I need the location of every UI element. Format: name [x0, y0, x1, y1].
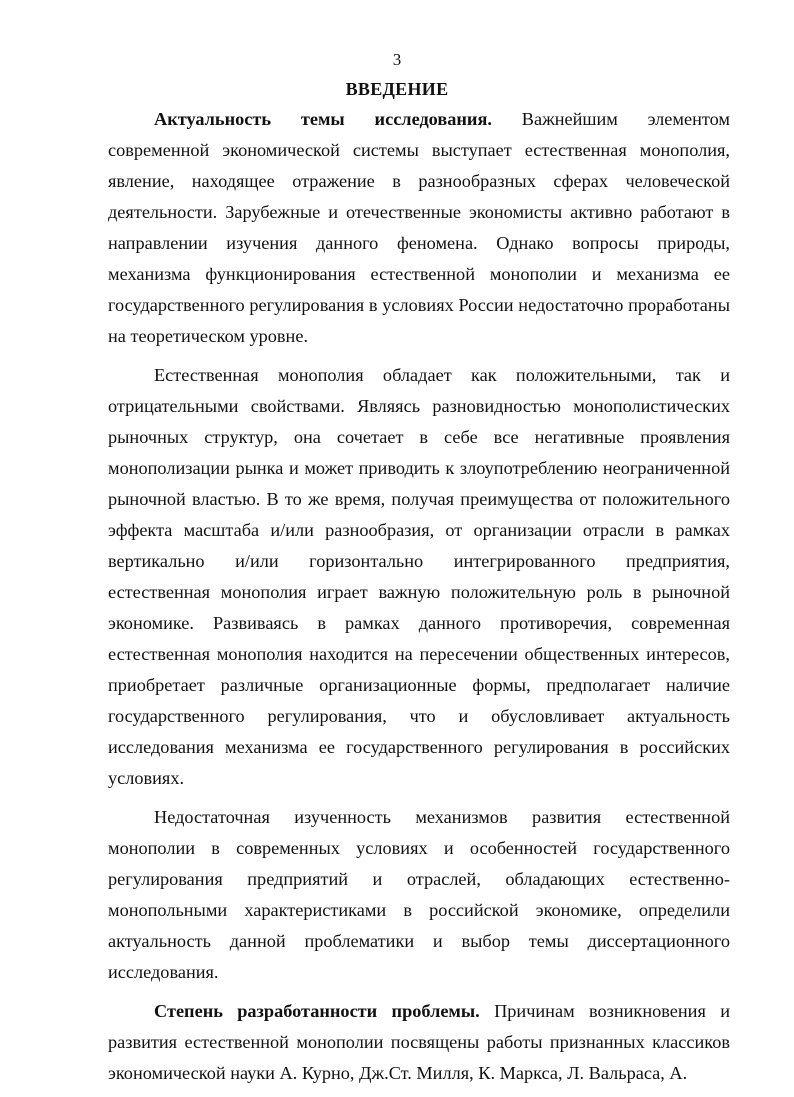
- paragraph-lead: Степень разработанности проблемы.: [154, 1001, 480, 1021]
- paragraph-insufficient-study: [108, 802, 730, 988]
- paragraph-text: Недостаточная изученность механизмов развития естественной монополии в современных условиях и особенностей государственного регулирования предприятий и отраслей, обладающих естественно-монопольными характеристиками в российской экономике, определили актуальность данной проблематики и выбор темы диссертационного исследования.: [108, 807, 730, 982]
- body-text: [108, 104, 730, 1097]
- paragraph-text: Причинам возникновения и развития естественной монополии посвящены работы признанных классиков экономической науки А. Курно, Дж.Ст. Милля, К. Маркса, Л. Вальраса, А.: [108, 1001, 730, 1083]
- section-heading: ВВЕДЕНИЕ: [345, 79, 449, 99]
- paragraph-text: Естественная монополия обладает как положительными, так и отрицательными свойствами. Являясь разновидностью монополистических рыночных структур, она сочетает в себе все негативные проявления монополизации рынка и может приводить к злоупотреблению неограниченной рыночной властью. В то же время, получая преимущества от положительного эффекта масштаба и/или разнообразия, от организации отрасли в рамках вертикально и/или горизонтально интегрированного предприятия, естественная монополия играет важную положительную роль в рыночной экономике. Развиваясь в рамках данного противоречия, современная естественная монополия находится на пересечении общественных интересов, приобретает различные организационные формы, предполагает наличие государственного регулирования, что и обусловливает актуальность исследования механизма ее государственного регулирования в российских условиях.: [108, 365, 730, 788]
- paragraph-degree-of-development: [108, 996, 730, 1089]
- paragraph-properties: [108, 360, 730, 794]
- paragraph-text: Важнейшим элементом современной экономической системы выступает естественная монополия, явление, находящее отражение в разнообразных сферах человеческой деятельности. Зарубежные и отечественные экономисты активно работают в направлении изучения данного феномена. Однако вопросы природы, механизма функционирования естественной монополии и механизма ее государственного регулирования в условиях России недостаточно проработаны на теоретическом уровне.: [108, 109, 730, 346]
- page-number: 3: [392, 50, 402, 69]
- paragraph-relevance: [108, 104, 730, 352]
- paragraph-lead: Актуальность темы исследования.: [154, 109, 492, 129]
